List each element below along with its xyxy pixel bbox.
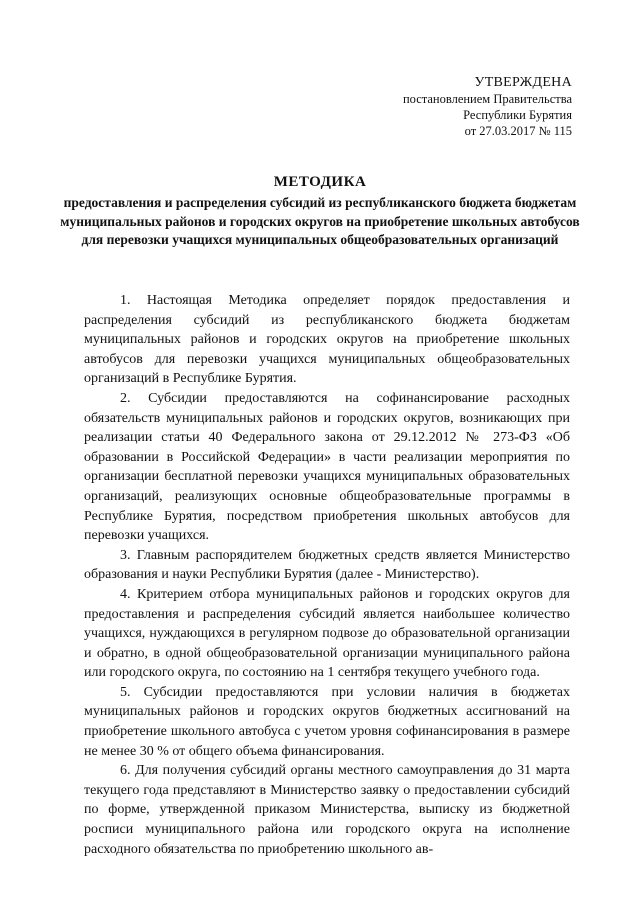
approval-republic-line: Республики Бурятия [463,108,572,122]
document-title-subtitle: предоставления и распределения субсидий из республиканского бюджета бюджетам муниципальных районов и городских округов на приобретение школьных автобусов для перевозки учащихся муниципальных общеобразовательных организаций [60,195,580,247]
approval-heading: УТВЕРЖДЕНА [474,75,572,90]
approval-block [312,75,572,139]
document-title [60,172,580,250]
document-body [84,291,570,859]
approval-decree-line: постановлением Правительства [402,92,572,106]
document-title-main: МЕТОДИКА [273,174,367,190]
paragraph-1: 1. Настоящая Методика определяет порядок предоставления и распределения субсидий из республиканского бюджета бюджетам муниципальных районов и городских округов на приобретение школьных автобусов для перевозки учащихся муниципальных общеобразовательных организаций в Республике Бурятия. [84,293,570,387]
paragraph-6: 6. Для получения субсидий органы местного самоуправления до 31 марта текущего года представляют в Министерство заявку о предоставлении субсидий по форме, утвержденной приказом Министерства, выписку из бюджетной росписи муниципального района или городского округа на исполнение расходного обязательства по приобретению школьного ав- [84,763,570,857]
paragraph-4: 4. Критерием отбора муниципальных районов и городских округов для предоставления и распределения субсидий является наибольшее количество учащихся, нуждающихся в регулярном подвозе до образовательной организации и обратно, в одной общеобразовательной организации муниципального района или городского округа, по состоянию на 1 сентября текущего учебного года. [84,586,570,681]
paragraph-5: 5. Субсидии предоставляются при условии наличия в бюджетах муниципальных районов и городских округов бюджетных ассигнований на приобретение школьного автобуса с учетом уровня софинансирования в размере не менее 30 % от общего объема финансирования. [84,684,570,759]
approval-date-line: от 27.03.2017 № 115 [464,124,572,138]
paragraph-2: 2. Субсидии предоставляются на софинансирование расходных обязательств муниципальных районов и городских округов, возникающих при реализации статьи 40 Федерального закона от 29.12.2012 № 273-ФЗ «Об образовании в Российской Федерации» в части реализации мероприятия по организации бесплатной перевозки учащихся муниципальных образовательных организаций, реализующих основные общеобразовательные программы в Республикe Бурятия, посредством приобретения школьных автобусов для перевозки учащихся. [84,390,570,544]
paragraph-3: 3. Главным распорядителем бюджетных средств является Министерство образования и науки Республики Бурятия (далее - Министерство). [84,547,570,583]
